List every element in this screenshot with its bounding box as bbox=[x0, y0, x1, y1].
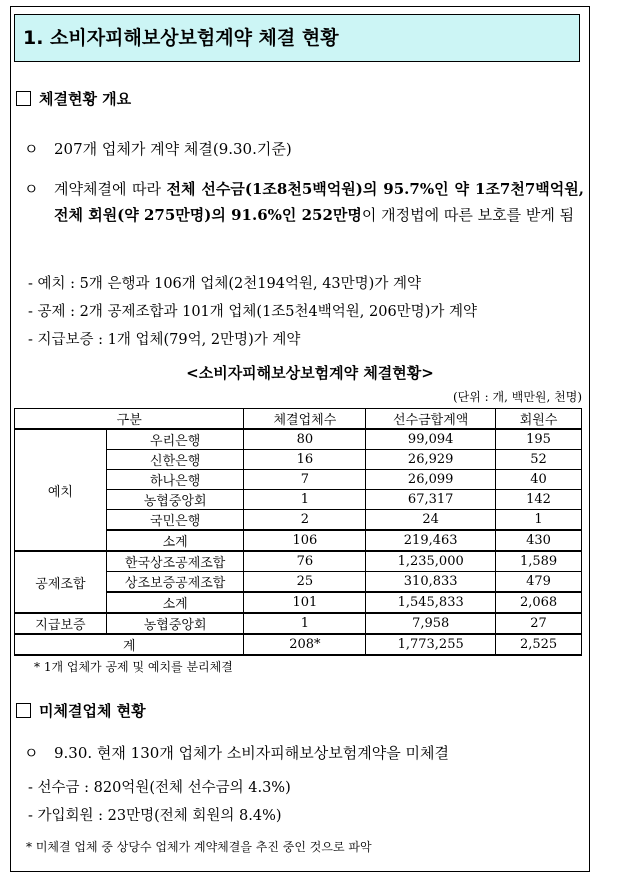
row-members: 479 bbox=[496, 572, 582, 593]
row-count: 16 bbox=[244, 450, 366, 470]
group-total: 계 bbox=[15, 634, 244, 655]
row-amount: 1,773,255 bbox=[366, 634, 496, 655]
section-title: 1. 소비자피해보상보험계약 체결 현황 bbox=[14, 14, 580, 62]
section1-dash1: - 예치 : 5개 은행과 106개 업체(2천194억원, 43만명)가 계약 bbox=[28, 276, 421, 292]
bullet2-part-b: 전체 선수금(1조8천5백억원) bbox=[166, 180, 363, 198]
row-members: 1,589 bbox=[496, 551, 582, 572]
section1-heading-text: 체결현황 개요 bbox=[39, 90, 132, 108]
group-deposit: 예치 bbox=[15, 429, 107, 551]
checkbox-square-icon bbox=[16, 91, 31, 106]
row-name: 소계 bbox=[106, 530, 244, 551]
circle-bullet-icon: ㅇ bbox=[24, 180, 39, 198]
section1-bullet2 bbox=[24, 176, 584, 228]
row-amount: 7,958 bbox=[366, 613, 496, 634]
row-amount: 26,929 bbox=[366, 450, 496, 470]
section2-heading-text: 미체결업체 현황 bbox=[39, 702, 146, 720]
row-amount: 1,545,833 bbox=[366, 592, 496, 613]
row-count: 80 bbox=[244, 429, 366, 450]
row-amount: 219,463 bbox=[366, 530, 496, 551]
row-name: 농협중앙회 bbox=[106, 490, 244, 510]
row-members: 430 bbox=[496, 530, 582, 551]
section2-note: * 미체결 업체 중 상당수 업체가 계약체결을 추진 중인 것으로 파악 bbox=[26, 840, 372, 854]
row-amount: 67,317 bbox=[366, 490, 496, 510]
header-category: 구분 bbox=[15, 409, 244, 430]
row-name: 신한은행 bbox=[106, 450, 244, 470]
section1-bullet2-text bbox=[54, 176, 584, 228]
row-members: 1 bbox=[496, 510, 582, 531]
row-name: 소계 bbox=[106, 592, 244, 613]
row-count: 1 bbox=[244, 613, 366, 634]
row-members: 195 bbox=[496, 429, 582, 450]
contract-status-table bbox=[14, 408, 582, 656]
circle-bullet-icon: ㅇ bbox=[24, 744, 39, 762]
table-row bbox=[15, 551, 582, 572]
row-count: 101 bbox=[244, 592, 366, 613]
row-members: 27 bbox=[496, 613, 582, 634]
section1-bullet1-text: 207개 업체가 계약 체결(9.30.기준) bbox=[54, 140, 292, 158]
circle-bullet-icon: ㅇ bbox=[24, 140, 39, 158]
table-row bbox=[15, 613, 582, 634]
row-count: 208* bbox=[244, 634, 366, 655]
header-amount: 선수금합계액 bbox=[366, 409, 496, 430]
row-name: 국민은행 bbox=[106, 510, 244, 531]
section2-bullet1-text: 9.30. 현재 130개 업체가 소비자피해보상보험계약을 미체결 bbox=[54, 744, 449, 762]
table-unit: (단위 : 개, 백만원, 천명) bbox=[452, 390, 582, 404]
section2-heading bbox=[16, 700, 146, 721]
row-count: 7 bbox=[244, 470, 366, 490]
section2-dash2: - 가입회원 : 23만명(전체 회원의 8.4%) bbox=[28, 808, 282, 824]
header-count: 체결업체수 bbox=[244, 409, 366, 430]
bullet2-part-d: 이 개정법에 따른 보호를 받게 됨 bbox=[361, 206, 575, 224]
row-members: 142 bbox=[496, 490, 582, 510]
row-amount: 1,235,000 bbox=[366, 551, 496, 572]
bullet2-part-a: 계약체결에 따라 bbox=[54, 180, 167, 198]
section1-heading bbox=[16, 88, 131, 109]
row-amount: 24 bbox=[366, 510, 496, 531]
row-members: 2,068 bbox=[496, 592, 582, 613]
row-name: 상조보증공제조합 bbox=[106, 572, 244, 593]
row-count: 106 bbox=[244, 530, 366, 551]
row-count: 2 bbox=[244, 510, 366, 531]
row-members: 2,525 bbox=[496, 634, 582, 655]
row-count: 1 bbox=[244, 490, 366, 510]
group-mutual: 공제조합 bbox=[15, 551, 107, 613]
row-members: 40 bbox=[496, 470, 582, 490]
section2-dash1: - 선수금 : 820억원(전체 선수금의 4.3%) bbox=[28, 780, 291, 796]
table-caption: <소비자피해보상보험계약 체결현황> bbox=[186, 364, 434, 382]
header-members: 회원수 bbox=[496, 409, 582, 430]
row-name: 우리은행 bbox=[106, 429, 244, 450]
row-count: 76 bbox=[244, 551, 366, 572]
section1-dash3: - 지급보증 : 1개 업체(79억, 2만명)가 계약 bbox=[28, 332, 301, 348]
table-row-total bbox=[15, 634, 582, 655]
row-name: 한국상조공제조합 bbox=[106, 551, 244, 572]
row-name: 농협중앙회 bbox=[106, 613, 244, 634]
row-name: 하나은행 bbox=[106, 470, 244, 490]
row-amount: 310,833 bbox=[366, 572, 496, 593]
checkbox-square-icon bbox=[16, 703, 31, 718]
table-footnote: * 1개 업체가 공제 및 예치를 분리체결 bbox=[34, 660, 233, 674]
section1-dash2: - 공제 : 2개 공제조합과 101개 업체(1조5천4백억원, 206만명)가 계약 bbox=[28, 304, 477, 320]
table-row bbox=[15, 429, 582, 450]
section2-bullet1 bbox=[24, 742, 449, 763]
section1-bullet1 bbox=[24, 138, 292, 159]
row-count: 25 bbox=[244, 572, 366, 593]
row-members: 52 bbox=[496, 450, 582, 470]
row-amount: 99,094 bbox=[366, 429, 496, 450]
table-header-row bbox=[15, 409, 582, 430]
group-guarantee: 지급보증 bbox=[15, 613, 107, 634]
row-amount: 26,099 bbox=[366, 470, 496, 490]
bullet2-part-c: 의 95.7%인 약 1조7천7백억원, 전체 회원(약 275만명)의 91.6%인 252만명 bbox=[54, 180, 584, 224]
